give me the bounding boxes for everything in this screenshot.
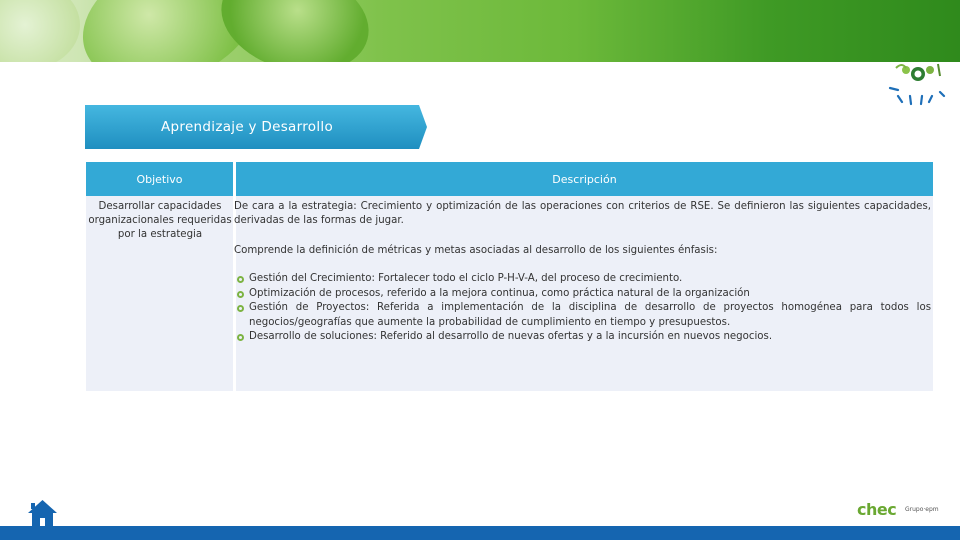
chec-logo-text: chec [857,500,897,519]
circle-bullet-icon [237,291,244,298]
emphasis-list [236,272,931,345]
section-title: Aprendizaje y Desarrollo [160,119,334,135]
list-item-text: Optimización de procesos, referido a la mejora continua, como práctica natural de la organización [249,287,750,299]
section-header [85,105,427,149]
list-item [236,330,931,345]
column-header-descripcion: Descripción [236,162,933,196]
circle-bullet-icon [237,334,244,341]
list-item [236,287,931,302]
chec-logo [857,500,953,522]
list-item-text: Desarrollo de soluciones: Referido al desarrollo de nuevas ofertas y a la incursión en nuevos negocios. [249,331,773,342]
column-header-objetivo: Objetivo [86,162,233,196]
chec-logo-subtext: Grupo·epm [905,506,939,513]
descripcion-paragraph-2: Comprende la definición de métricas y metas asociadas al desarrollo de los siguientes énfasis: [234,245,718,256]
header-banner [0,0,960,62]
home-icon[interactable] [27,498,58,528]
footer-bar [0,526,960,540]
circle-bullet-icon [237,305,244,312]
leaf-decoration [210,0,381,62]
list-item [236,301,931,330]
sustainability-logo-icon [886,58,950,110]
descripcion-paragraph-1: De cara a la estrategia: Crecimiento y optimización de las operaciones con criterios de RSE. Se definieron las siguientes capacidades, derivadas de las formas de jugar. [234,201,931,226]
leaf-decoration [0,0,80,62]
list-item-text: Gestión del Crecimiento: Fortalecer todo el ciclo P-H-V-A, del proceso de crecimiento. [249,273,683,284]
list-item-text: Gestión de Proyectos: Referida a implementación de la disciplina de desarrollo de proyectos homogénea para todos los negocios/geografías que aumente la probabilidad de cumplimiento en tiempo y presupuestos. [249,302,931,328]
objetivo-text: Desarrollar capacidades organizacionales requeridas por la estrategia [88,201,232,240]
circle-bullet-icon [237,276,244,283]
list-item [236,272,931,287]
objectives-table [86,162,933,391]
